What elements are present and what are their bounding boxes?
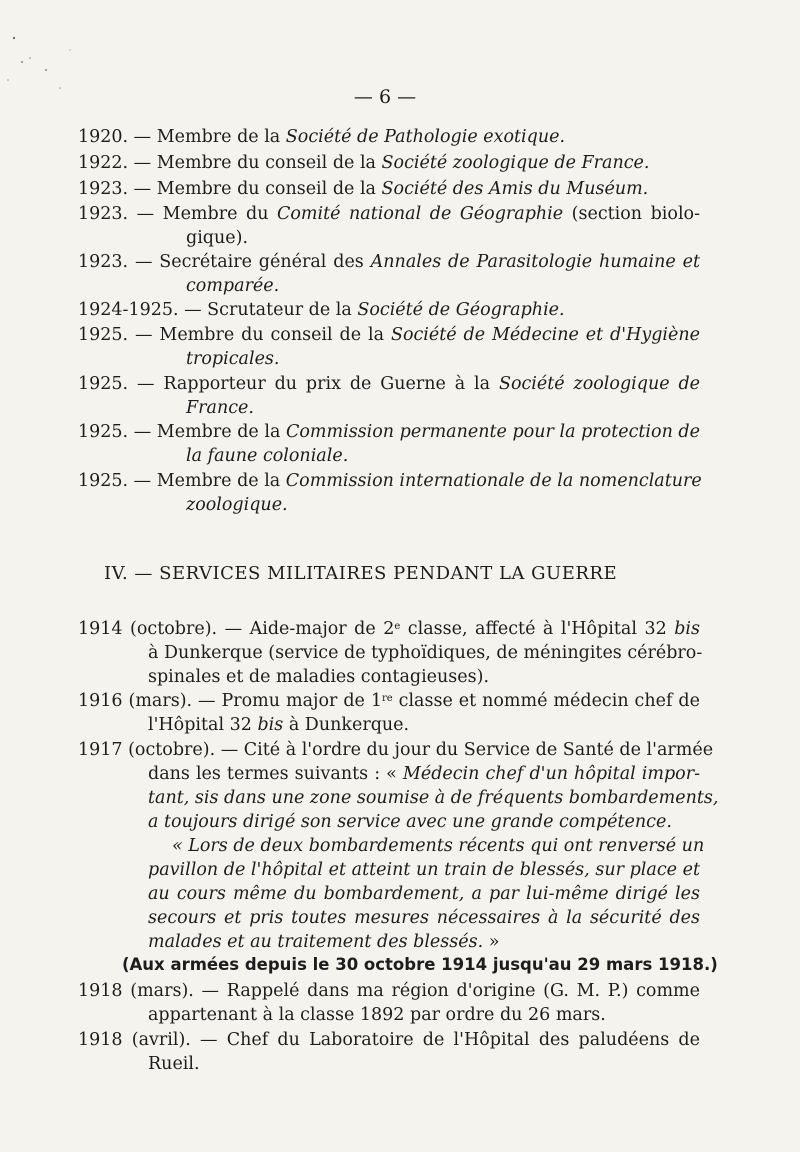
service-1917-line3: tant, sis dans une zone soumise à de fréquents bombardements, (148, 788, 719, 808)
membership-1925-medecine: 1925. — Membre du conseil de la Société de Médecine et d'Hygiène (78, 325, 700, 345)
membership-1925-commission-internationale: 1925. — Membre de la Commission internationale de la nomenclature (78, 471, 702, 491)
service-1917-line7: au cours même du bombardement, a par lui-même dirigé les (148, 884, 700, 904)
membership-1925-rapporteur-cont: France. (186, 398, 254, 418)
page-number: — 6 — (353, 86, 417, 108)
service-1914-line3: spinales et de maladies contagieuses). (148, 667, 490, 687)
membership-1923-geographie: 1923. — Membre du Comité national de Géographie (section biolo- (78, 204, 700, 224)
membership-1924-1925: 1924-1925. — Scrutateur de la Société de Géographie. (78, 300, 565, 320)
membership-1925-commission-permanente-cont: la faune coloniale. (186, 446, 349, 466)
service-1917-line9: malades et au traitement des blessés. » (148, 932, 500, 952)
membership-1922: 1922. — Membre du conseil de la Société zoologique de France. (78, 153, 650, 173)
service-1916-line2: l'Hôpital 32 bis à Dunkerque. (148, 715, 410, 735)
service-1914-line2: à Dunkerque (service de typhoïdiques, de méningites cérébro- (148, 643, 703, 663)
service-1914-line1: 1914 (octobre). — Aide-major de 2e classe, affecté à l'Hôpital 32 bis (78, 619, 700, 639)
membership-1923-museum: 1923. — Membre du conseil de la Société des Amis du Muséum. (78, 179, 649, 199)
service-1918-avril-line1: 1918 (avril). — Chef du Laboratoire de l'Hôpital des paludéens de (78, 1030, 700, 1050)
armies-note: (Aux armées depuis le 30 octobre 1914 jusqu'au 29 mars 1918.) (122, 955, 718, 974)
service-1917-line8: secours et pris toutes mesures nécessaires à la sécurité des (148, 908, 700, 928)
service-1918-mars-line2: appartenant à la classe 1892 par ordre du 26 mars. (148, 1005, 606, 1025)
service-1918-avril-line2: Rueil. (148, 1054, 200, 1074)
membership-1920: 1920. — Membre de la Société de Pathologie exotique. (78, 127, 566, 147)
service-1917-line5: « Lors de deux bombardements récents qui ont renversé un (172, 836, 705, 856)
membership-1925-commission-internationale-cont: zoologique. (186, 495, 288, 515)
section-heading: IV. — SERVICES MILITAIRES PENDANT LA GUERRE (104, 563, 618, 584)
service-1917-line6: pavillon de l'hôpital et atteint un train de blessés, sur place et (148, 860, 700, 880)
service-1917-line4: a toujours dirigé son service avec une grande compétence. (148, 812, 672, 832)
membership-1923-geographie-cont: gique). (186, 228, 249, 248)
membership-1923-annales-cont: comparée. (186, 276, 280, 296)
service-1918-mars-line1: 1918 (mars). — Rappelé dans ma région d'origine (G. M. P.) comme (78, 981, 700, 1001)
membership-1925-commission-permanente: 1925. — Membre de la Commission permanente pour la protection de (78, 422, 700, 442)
membership-1925-medecine-cont: tropicales. (186, 349, 280, 369)
service-1917-line2: dans les termes suivants : « Médecin chef d'un hôpital impor- (148, 764, 700, 784)
service-1917-line1: 1917 (octobre). — Cité à l'ordre du jour du Service de Santé de l'armée (78, 740, 714, 760)
service-1916-line1: 1916 (mars). — Promu major de 1re classe et nommé médecin chef de (78, 691, 700, 711)
membership-1923-annales: 1923. — Secrétaire général des Annales de Parasitologie humaine et (78, 252, 700, 272)
membership-1925-rapporteur: 1925. — Rapporteur du prix de Guerne à la Société zoologique de (78, 374, 701, 394)
